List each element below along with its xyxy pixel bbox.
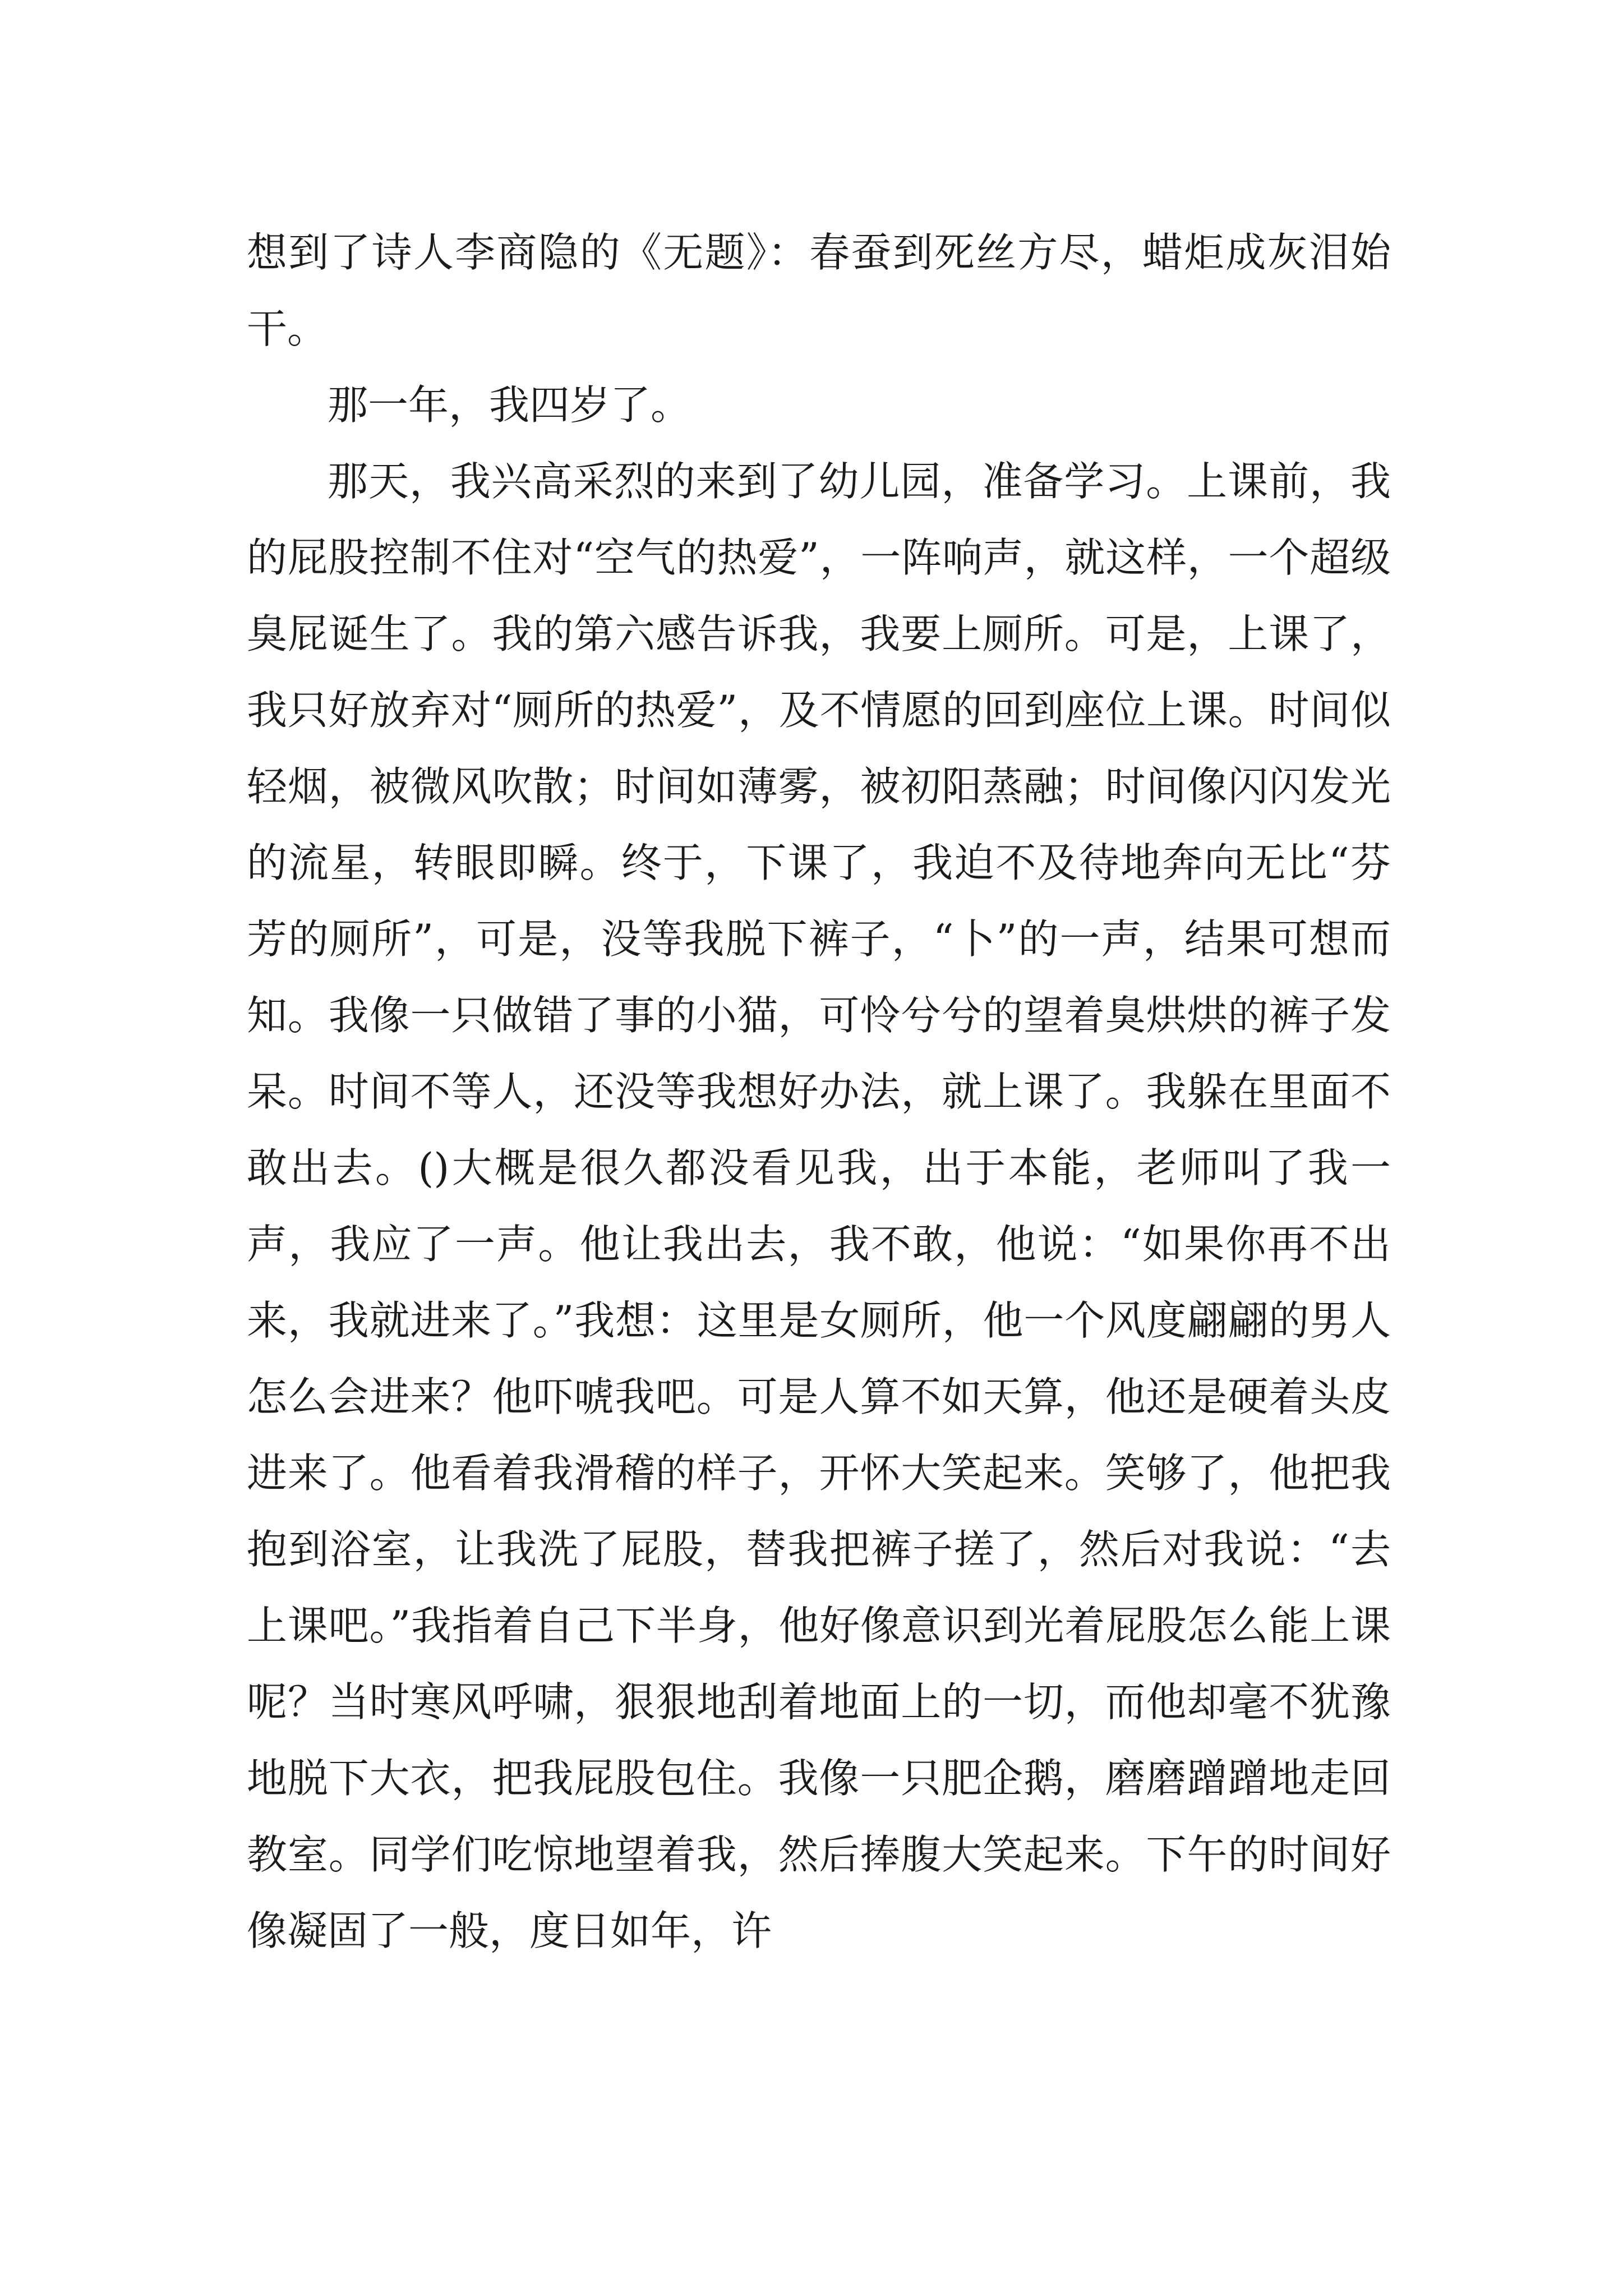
paragraph-continuation: 想到了诗人李商隐的《无题》：春蚕到死丝方尽，蜡炬成灰泪始干。 <box>247 229 1391 352</box>
paragraph-age-four: 那一年，我四岁了。 <box>328 381 691 429</box>
paragraph-kindergarten-story: 那天，我兴高采烈的来到了幼儿园，准备学习。上课前，我的屁股控制不住对“空气的热爱”，一阵响声，就这样，一个超级臭屁诞生了。我的第六感告诉我，我要上厕所。可是，上课了，我只好放弃对“厕所的热爱”，及不情愿的回到座位上课。时间似轻烟，被微风吹散；时间如薄雾，被初阳蒸融；时间像闪闪发光的流星，转眼即瞬。终于，下课了，我迫不及待地奔向无比“芬芳的厕所”，可是，没等我脱下裤子，“卜”的一声，结果可想而知。我像一只做错了事的小猫，可怜兮兮的望着臭烘烘的裤子发呆。时间不等人，还没等我想好办法，就上课了。我躲在里面不敢出去。()大概是很久都没看见我，出于本能，老师叫了我一声，我应了一声。他让我出去，我不敢，他说：“如果你再不出来，我就进来了。”我想：这里是女厕所，他一个风度翩翩的男人怎么会进来？他吓唬我吧。可是人算不如天算，他还是硬着头皮进来了。他看着我滑稽的样子，开怀大笑起来。笑够了，他把我抱到浴室，让我洗了屁股，替我把裤子搓了，然后对我说：“去上课吧。”我指着自己下半身，他好像意识到光着屁股怎么能上课呢？当时寒风呼啸，狠狠地刮着地面上的一切，而他却毫不犹豫地脱下大衣，把我屁股包住。我像一只肥企鹅，磨磨蹭蹭地走回教室。同学们吃惊地望着我，然后捧腹大笑起来。下午的时间好像凝固了一般，度日如年，许 <box>247 458 1391 1954</box>
body-text <box>247 214 1391 1969</box>
